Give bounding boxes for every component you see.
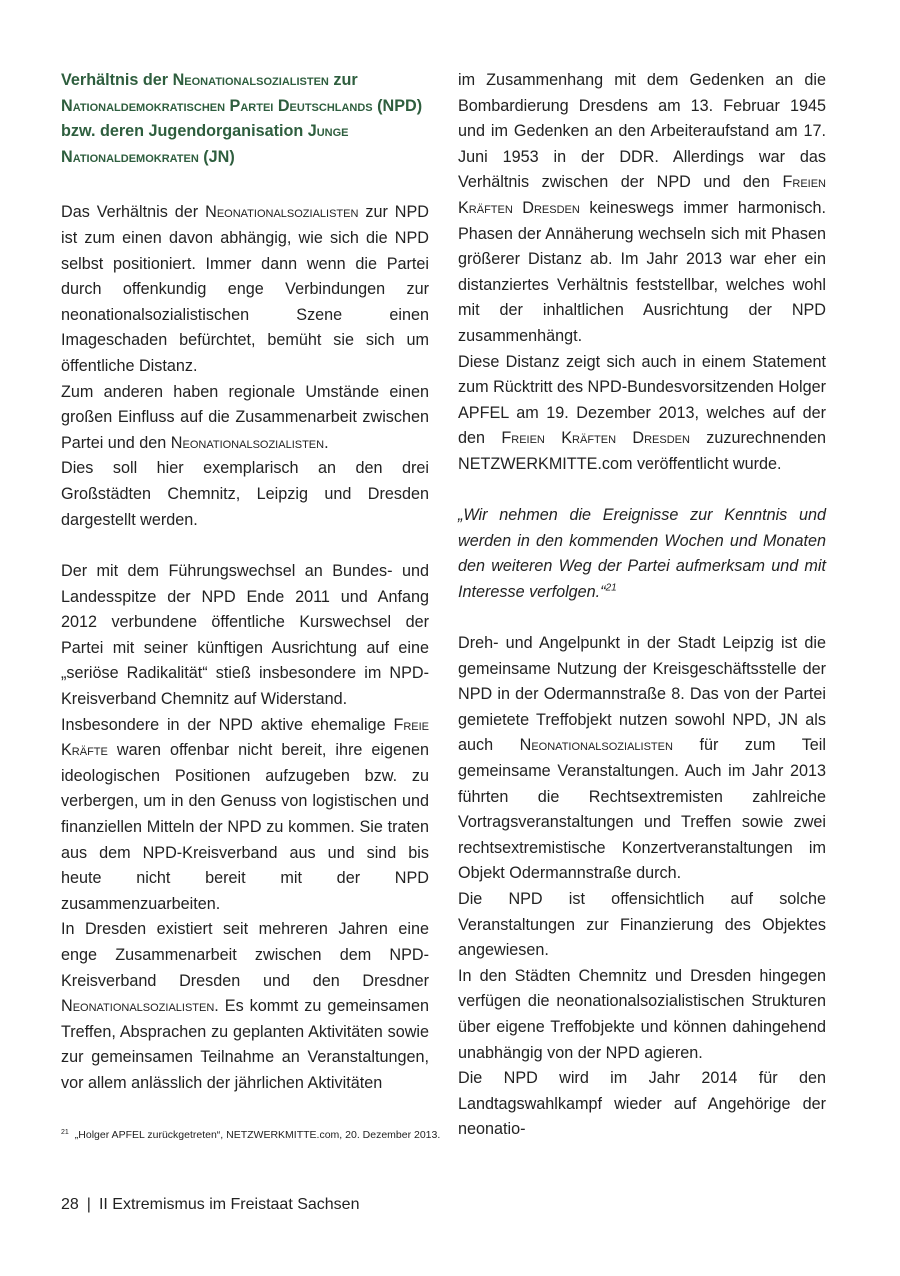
footer-separator: | (86, 1196, 91, 1213)
heading-text: Neonationalsozialisten (172, 71, 329, 89)
left-column (61, 68, 429, 1097)
text: Insbesondere in der NPD aktive ehemalige (61, 715, 394, 734)
paragraph (458, 350, 826, 478)
text: Freie Kräfte (61, 715, 429, 760)
footnote-ref: 21 (605, 582, 617, 594)
text: Dreh- und Angelpunkt in der Stadt Leipzig ist die gemeinsame Nutzung der Kreisgeschäftsstelle der NPD in der Odermannstraße 8. Das von der Partei gemietete Treffobjekt nutzen sowohl NPD, JN als auch (458, 634, 826, 755)
heading-text: zur (328, 71, 358, 89)
paragraph: In den Städten Chemnitz und Dresden hingegen verfügen die neonationalsozialistischen Strukturen über eigene Treffobjekte und können dahingehend unabhängig von der NPD agieren. (458, 966, 826, 1062)
text: für zum Teil gemeinsame Veranstaltungen. Auch im Jahr 2013 führten die Rechtsextremisten zahlreiche Vortragsveranstaltungen und Treffen sowie zwei rechtsextremistische Konzertveranstaltungen im Objekt Odermannstraße durch. (458, 736, 826, 883)
footnote (61, 1128, 440, 1142)
text: . Es kommt zu gemeinsamen Treffen, Absprachen zu geplanten Aktivitäten sowie zur gemeinsamen Teilnahme an Veranstaltungen, vor allem anlässlich der jährlichen Aktivitäten (61, 997, 429, 1092)
paragraph (61, 380, 429, 457)
paragraph: Der mit dem Führungswechsel an Bundes- und Landesspitze der NPD Ende 2011 und Anfang 2012 verbundene öffentliche Kurswechsel der Partei mit seiner künftigen Ausrichtung auf eine „seriöse Radikalität“ stieß insbesondere im NPD-Kreisverband Chemnitz auf Widerstand. (61, 562, 429, 709)
heading-text: Nationaldemokratischen Partei Deutschlands (61, 96, 373, 115)
paragraph: Die NPD wird im Jahr 2014 für den Landtagswahlkampf wieder auf Angehörige der neonatio- (458, 1069, 826, 1139)
text: zur NPD ist zum einen davon abhängig, wie sich die NPD selbst positioniert. Immer dann wenn die Partei durch offenkundig enge Verbindungen zur neonationalsozialistischen Szene einen Imageschaden befürchtet, bemüht sie sich um öffentliche Distanz. (61, 203, 429, 375)
text: Neonationalsozialisten (519, 736, 673, 755)
page-number: 28 (61, 1196, 79, 1213)
text: Freien Kräften Dresden (501, 429, 690, 448)
footnote-text: „Holger APFEL zurückgetreten“, NETZWERKMITTE.com, 20. Dezember 2013. (74, 1129, 441, 1141)
paragraph (61, 200, 429, 379)
text: keineswegs immer harmonisch. Phasen der Annäherung wechseln sich mit Phasen größerer Distanz ab. Im Jahr 2013 war eher ein distanziertes Verhältnis feststellbar, welches wohl mit der inhaltlichen Ausrichtung der NPD zusammenhängt. (458, 198, 827, 345)
text: Neonationalsozialisten (170, 433, 325, 452)
quote-text: „Wir nehmen die Ereignisse zur Kenntnis und werden in den kommenden Wochen und Monaten den weiteren Weg der Partei aufmerksam und mit Interesse verfolgen.“ (458, 506, 826, 601)
page-footer (61, 1194, 359, 1216)
paragraph (61, 713, 429, 918)
text: In Dresden existiert seit mehreren Jahren eine enge Zusammenarbeit zwischen dem NPD-Kreisverband Dresden und den Dresdner (61, 920, 429, 990)
section-heading (61, 68, 429, 170)
text: Diese Distanz zeigt sich auch in einem Statement zum Rücktritt des NPD-Bundesvorsitzenden Holger APFEL am 19. Dezember 2013, welches auf der den (458, 352, 826, 448)
text: Freien Kräften Dresden (458, 173, 826, 217)
text: Zum anderen haben regionale Umstände einen großen Einfluss auf die Zusammenarbeit zwischen Partei und den (61, 382, 429, 452)
quote (458, 503, 826, 605)
text: Das Verhältnis der (61, 203, 206, 222)
footnote-number: 21 (61, 1128, 69, 1136)
paragraph (458, 631, 826, 887)
paragraph (458, 68, 826, 350)
footer-section: II Extremismus im Freistaat Sachsen (98, 1196, 360, 1213)
text: waren offenbar nicht bereit, ihre eigenen ideologischen Positionen aufzugeben bzw. zu verbergen, um in den Genuss von logistischen und finanziellen Mitteln der NPD zu kommen. Sie traten aus dem NPD-Kreisverband aus und sind bis heute nicht bereit mit der NPD zusammenzuarbeiten. (61, 741, 429, 913)
text: Neonationalsozialisten (61, 997, 215, 1016)
heading-text: (NPD) bzw. deren Jugendorganisation (61, 96, 423, 141)
heading-text: (JN) (198, 147, 235, 166)
heading-text: Junge Nationaldemokraten (61, 122, 349, 166)
text: im Zusammenhang mit dem Gedenken an die Bombardierung Dresdens am 13. Februar 1945 und im Gedenken an den Arbeiteraufstand am 17. Juni 1953 in der DDR. Allerdings war das Verhältnis zwischen der NPD und den (458, 71, 826, 192)
paragraph: Die NPD ist offensichtlich auf solche Veranstaltungen zur Finanzierung des Objektes angewiesen. (458, 890, 826, 960)
heading-text: Verhältnis der (61, 71, 173, 89)
right-column (458, 68, 826, 1143)
paragraph (61, 917, 429, 1096)
paragraph: Dies soll hier exemplarisch an den drei Großstädten Chemnitz, Leipzig und Dresden dargestellt werden. (61, 459, 429, 529)
text: Neonationalsozialisten (205, 203, 359, 222)
text: . (324, 433, 329, 452)
text: zuzurechnenden NETZWERKMITTE.com veröffentlicht wurde. (458, 429, 826, 473)
